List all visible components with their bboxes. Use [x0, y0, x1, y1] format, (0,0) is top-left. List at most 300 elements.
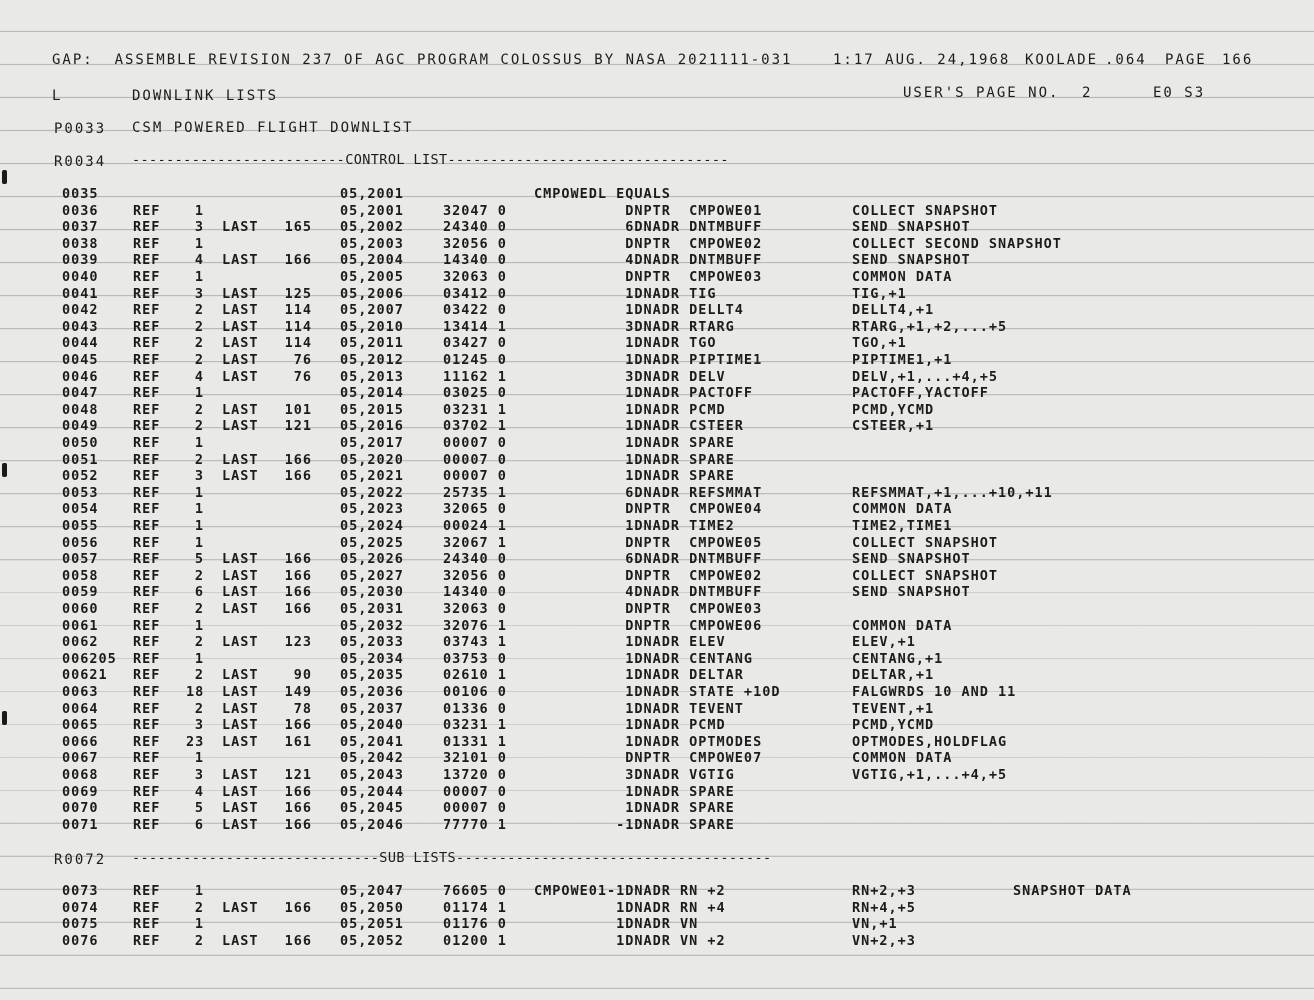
- cell-instr: 1DNADR CENTANG: [534, 650, 754, 667]
- cell-cnt: 1: [194, 883, 204, 899]
- cell-page: 149: [284, 684, 312, 700]
- cell-cnt: 2: [194, 634, 204, 651]
- cell-cmt: CSTEER,+1: [852, 418, 935, 435]
- cell-instr: 1DNADR PCMD: [534, 717, 726, 734]
- cell-line: 0046: [62, 368, 99, 385]
- cell-ref: REF: [133, 899, 161, 916]
- cell-page: 166: [284, 468, 312, 485]
- cell-cmt: RTARG,+1,+2,...+5: [852, 318, 1008, 335]
- cell-addr: 05,2012: [340, 352, 404, 368]
- cell-line: 0076: [62, 932, 99, 949]
- cell-cmt: SEND SNAPSHOT: [852, 584, 971, 601]
- cell-page: 76: [293, 368, 312, 385]
- cell-last: LAST: [222, 717, 259, 734]
- cell-addr: 05,2011: [340, 335, 404, 352]
- cell-addr: 05,2045: [340, 800, 404, 817]
- cell-cnt: 3: [194, 767, 204, 783]
- cell-instr: 1DNADR DELTAR: [534, 667, 744, 684]
- cell-ref: REF: [133, 883, 161, 899]
- cell-cmt: CENTANG,+1: [852, 650, 944, 667]
- cell-addr: 05,2033: [340, 634, 404, 651]
- cell-cmt: TIG,+1: [852, 285, 907, 302]
- cell-cnt: 2: [194, 567, 204, 584]
- cell-line: 0074: [62, 899, 99, 916]
- listing-row: [0, 501, 1314, 518]
- cell-ref: REF: [133, 733, 161, 750]
- cell-ref: REF: [133, 335, 161, 352]
- cell-instr: 1DNADR PCMD: [534, 401, 726, 418]
- cell-cnt: 2: [194, 667, 204, 684]
- cell-line: 0070: [62, 800, 99, 817]
- cell-last: LAST: [222, 285, 259, 302]
- control-list-line-number: R0034: [54, 154, 107, 170]
- cell-word: 03231 1: [443, 401, 507, 418]
- cell-ref: REF: [133, 767, 161, 783]
- cell-addr: 05,2005: [340, 269, 404, 285]
- cell-line: 0059: [62, 584, 99, 601]
- header-page-number: 166: [1222, 52, 1254, 68]
- cell-instr: DNPTR CMPOWE05: [534, 534, 763, 551]
- title-line-number: P0033: [54, 121, 107, 137]
- cell-addr: 05,2004: [340, 252, 404, 269]
- cell-line: 0042: [62, 302, 99, 319]
- cell-ref: REF: [133, 584, 161, 601]
- cell-line: 0051: [62, 451, 99, 468]
- cell-word: 24340 0: [443, 219, 507, 236]
- cell-cnt: 5: [194, 551, 204, 568]
- cell-instr: 1DNADR SPARE: [534, 435, 735, 451]
- cell-ref: REF: [133, 518, 161, 534]
- cell-instr: DNPTR CMPOWE06: [534, 617, 763, 634]
- section-title: DOWNLINK LISTS: [132, 88, 279, 104]
- cell-word: 03422 0: [443, 302, 507, 319]
- cell-cnt: 18: [186, 684, 205, 700]
- cell-line: 0040: [62, 269, 99, 285]
- cell-word: 13720 0: [443, 767, 507, 783]
- cell-line: 0049: [62, 418, 99, 435]
- cell-cnt: 2: [194, 318, 204, 335]
- cell-instr: 1DNADR STATE +10D: [534, 684, 781, 700]
- listing-row: [0, 352, 1314, 369]
- cell-word: 03412 0: [443, 285, 507, 302]
- cell-cnt: 4: [194, 783, 204, 800]
- cell-cmt: PACTOFF,YACTOFF: [852, 385, 989, 402]
- cell-cnt: 2: [194, 302, 204, 319]
- cell-last: LAST: [222, 318, 259, 335]
- cell-instr: 1DNADR RN +4: [534, 899, 726, 916]
- cell-addr: 05,2031: [340, 601, 404, 617]
- listing-row: [0, 219, 1314, 236]
- cell-instr: CMPOWE01-1DNADR RN +2: [534, 883, 726, 899]
- cell-ref: REF: [133, 567, 161, 584]
- cell-instr: 6DNADR DNTMBUFF: [534, 219, 763, 236]
- cell-ref: REF: [133, 401, 161, 418]
- cell-last: LAST: [222, 667, 259, 684]
- cell-page: 166: [284, 567, 312, 584]
- cell-word: 24340 0: [443, 551, 507, 568]
- cell-cmt: COLLECT SNAPSHOT: [852, 567, 999, 584]
- listing-row: [0, 236, 1314, 253]
- cell-page: 121: [284, 767, 312, 783]
- cell-ref: REF: [133, 235, 161, 252]
- listing-row: [0, 900, 1314, 917]
- cell-word: 11162 1: [443, 368, 507, 385]
- listing-row: [0, 568, 1314, 585]
- cell-cnt: 1: [194, 501, 204, 518]
- cell-last: LAST: [222, 800, 259, 817]
- cell-cmt: COLLECT SECOND SNAPSHOT: [852, 235, 1062, 252]
- cell-line: 0044: [62, 335, 99, 352]
- cell-ref: REF: [133, 650, 161, 667]
- cell-instr: 3DNADR VGTIG: [534, 767, 735, 783]
- cell-word: 01176 0: [443, 916, 507, 933]
- cell-addr: 05,2017: [340, 435, 404, 451]
- cell-ref: REF: [133, 202, 161, 219]
- cell-word: 32067 1: [443, 534, 507, 551]
- cell-page: 166: [284, 783, 312, 800]
- cell-addr: 05,2006: [340, 285, 404, 302]
- cell-addr: 05,2002: [340, 219, 404, 236]
- cell-last: LAST: [222, 551, 259, 568]
- cell-page: 114: [284, 335, 312, 352]
- cell-last: LAST: [222, 932, 259, 949]
- cell-line: 0065: [62, 717, 99, 734]
- cell-addr: 05,2040: [340, 717, 404, 734]
- cell-ref: REF: [133, 385, 161, 402]
- listing-row: [0, 767, 1314, 784]
- cell-word: 03025 0: [443, 385, 507, 402]
- cell-ref: REF: [133, 352, 161, 368]
- cell-addr: 05,2020: [340, 451, 404, 468]
- cell-instr: 1DNADR TIG: [534, 285, 717, 302]
- cell-word: 01336 0: [443, 700, 507, 717]
- cell-cnt: 4: [194, 368, 204, 385]
- cell-addr: 05,2013: [340, 368, 404, 385]
- cell-word: 77770 1: [443, 816, 507, 833]
- cell-ref: REF: [133, 418, 161, 435]
- cell-instr: 1DNADR ELEV: [534, 634, 726, 651]
- cell-cnt: 2: [194, 352, 204, 368]
- cell-cnt: 3: [194, 468, 204, 485]
- cell-cnt: 1: [194, 518, 204, 534]
- cell-ref: REF: [133, 534, 161, 551]
- cell-word: 03427 0: [443, 335, 507, 352]
- cell-cnt: 1: [194, 617, 204, 634]
- header-page-label: PAGE: [1165, 52, 1207, 68]
- cell-word: 25735 1: [443, 484, 507, 501]
- cell-cnt: 4: [194, 252, 204, 269]
- cell-instr: 4DNADR DNTMBUFF: [534, 584, 763, 601]
- listing-row: [0, 701, 1314, 718]
- cell-cnt: 3: [194, 717, 204, 734]
- cell-instr: 1DNADR TGO: [534, 335, 717, 352]
- cell-cmt2: SNAPSHOT DATA: [1013, 883, 1132, 899]
- header-version: .064: [1105, 52, 1147, 68]
- cell-word: 02610 1: [443, 667, 507, 684]
- cell-addr: 05,2032: [340, 617, 404, 634]
- cell-last: LAST: [222, 700, 259, 717]
- cell-cnt: 1: [194, 484, 204, 501]
- cell-ref: REF: [133, 435, 161, 451]
- listing-row: [0, 667, 1314, 684]
- cell-page: 166: [284, 584, 312, 601]
- cell-cmt: VN,+1: [852, 916, 898, 933]
- cell-addr: 05,2023: [340, 501, 404, 518]
- cell-word: 14340 0: [443, 584, 507, 601]
- cell-cnt: 3: [194, 285, 204, 302]
- listing-row: [0, 402, 1314, 419]
- cell-page: 165: [284, 219, 312, 236]
- cell-last: LAST: [222, 783, 259, 800]
- cell-ref: REF: [133, 368, 161, 385]
- listing-row: [0, 933, 1314, 950]
- cell-ref: REF: [133, 916, 161, 933]
- cell-addr: 05,2030: [340, 584, 404, 601]
- cell-page: 161: [284, 733, 312, 750]
- cell-line: 0053: [62, 484, 99, 501]
- cell-cmt: COLLECT SNAPSHOT: [852, 202, 999, 219]
- listing-row: [0, 717, 1314, 734]
- cell-page: 121: [284, 418, 312, 435]
- cell-addr: 05,2001: [340, 186, 404, 202]
- cell-line: 0050: [62, 435, 99, 451]
- cell-instr: 3DNADR RTARG: [534, 318, 735, 335]
- margin-punch-mark: [2, 170, 7, 184]
- cell-ref: REF: [133, 700, 161, 717]
- cell-instr: 6DNADR REFSMMAT: [534, 484, 763, 501]
- cell-word: 32063 0: [443, 269, 507, 285]
- cell-word: 32056 0: [443, 235, 507, 252]
- listing-row: [0, 601, 1314, 618]
- cell-line: 0062: [62, 634, 99, 651]
- cell-line: 0041: [62, 285, 99, 302]
- cell-instr: DNPTR CMPOWE07: [534, 750, 763, 767]
- cell-addr: 05,2001: [340, 202, 404, 219]
- cell-instr: 1DNADR SPARE: [534, 468, 735, 485]
- cell-word: 01174 1: [443, 899, 507, 916]
- cell-ref: REF: [133, 484, 161, 501]
- cell-cmt: COMMON DATA: [852, 617, 953, 634]
- header-time-date: 1:17 AUG. 24,1968: [833, 52, 1011, 68]
- cell-line: 0060: [62, 601, 99, 617]
- cell-last: LAST: [222, 451, 259, 468]
- cell-instr: 1DNADR SPARE: [534, 800, 735, 817]
- cell-page: 166: [284, 451, 312, 468]
- cell-instr: 1DNADR VN: [534, 916, 699, 933]
- header-left: GAP: ASSEMBLE REVISION 237 OF AGC PROGRAM COLOSSUS BY NASA 2021111-031: [52, 52, 793, 68]
- cell-last: LAST: [222, 567, 259, 584]
- listing-row: [0, 651, 1314, 668]
- sub-lists-separator: -----------------------------SUB LISTS-------------------------------------: [132, 850, 772, 866]
- cell-last: LAST: [222, 252, 259, 269]
- cell-cmt: COMMON DATA: [852, 269, 953, 285]
- listing-row: [0, 435, 1314, 452]
- cell-line: 0064: [62, 700, 99, 717]
- cell-line: 0036: [62, 202, 99, 219]
- cell-addr: 05,2014: [340, 385, 404, 402]
- cell-instr: 1DNADR DELLT4: [534, 302, 744, 319]
- cell-instr: 4DNADR DNTMBUFF: [534, 252, 763, 269]
- cell-addr: 05,2051: [340, 916, 404, 933]
- cell-instr: CMPOWEDL EQUALS: [534, 186, 671, 202]
- listing-row: [0, 684, 1314, 701]
- cell-addr: 05,2041: [340, 733, 404, 750]
- cell-addr: 05,2025: [340, 534, 404, 551]
- cell-cnt: 1: [194, 269, 204, 285]
- cell-ref: REF: [133, 219, 161, 236]
- cell-instr: -1DNADR SPARE: [534, 816, 735, 833]
- cell-cnt: 1: [194, 916, 204, 933]
- cell-line: 0038: [62, 235, 99, 252]
- cell-line: 0073: [62, 883, 99, 899]
- cell-addr: 05,2007: [340, 302, 404, 319]
- cell-word: 00007 0: [443, 783, 507, 800]
- listing-row: [0, 817, 1314, 834]
- cell-cmt: FALGWRDS 10 AND 11: [852, 684, 1017, 700]
- listing-row: [0, 551, 1314, 568]
- cell-line: 006205: [62, 650, 117, 667]
- cell-ref: REF: [133, 800, 161, 817]
- cell-line: 00621: [62, 667, 108, 684]
- cell-page: 166: [284, 252, 312, 269]
- cell-last: LAST: [222, 733, 259, 750]
- cell-cnt: 1: [194, 534, 204, 551]
- cell-addr: 05,2036: [340, 684, 404, 700]
- cell-ref: REF: [133, 318, 161, 335]
- cell-cmt: VN+2,+3: [852, 932, 916, 949]
- cell-addr: 05,2010: [340, 318, 404, 335]
- cell-line: 0039: [62, 252, 99, 269]
- cell-addr: 05,2042: [340, 750, 404, 767]
- cell-last: LAST: [222, 899, 259, 916]
- cell-cmt: COLLECT SNAPSHOT: [852, 534, 999, 551]
- cell-cnt: 6: [194, 816, 204, 833]
- cell-page: 78: [293, 700, 312, 717]
- section-code: E0 S3: [1153, 85, 1206, 101]
- cell-word: 00007 0: [443, 435, 507, 451]
- cell-cnt: 6: [194, 584, 204, 601]
- cell-word: 03743 1: [443, 634, 507, 651]
- cell-page: 101: [284, 401, 312, 418]
- cell-cnt: 23: [186, 733, 205, 750]
- cell-cmt: VGTIG,+1,...+4,+5: [852, 767, 1008, 783]
- cell-page: 166: [284, 932, 312, 949]
- cell-cmt: TIME2,TIME1: [852, 518, 953, 534]
- cell-addr: 05,2022: [340, 484, 404, 501]
- listing-row: [0, 286, 1314, 303]
- cell-cnt: 2: [194, 899, 204, 916]
- cell-addr: 05,2052: [340, 932, 404, 949]
- cell-cnt: 1: [194, 435, 204, 451]
- cell-instr: 1DNADR SPARE: [534, 783, 735, 800]
- cell-page: 166: [284, 717, 312, 734]
- cell-word: 00007 0: [443, 468, 507, 485]
- listing-row: [0, 452, 1314, 469]
- cell-ref: REF: [133, 634, 161, 651]
- cell-cmt: DELLT4,+1: [852, 302, 935, 319]
- listing-row: [0, 618, 1314, 635]
- listing-row: [0, 485, 1314, 502]
- cell-cmt: ELEV,+1: [852, 634, 916, 651]
- cell-instr: DNPTR CMPOWE03: [534, 269, 763, 285]
- cell-instr: DNPTR CMPOWE01: [534, 202, 763, 219]
- cell-ref: REF: [133, 750, 161, 767]
- cell-ref: REF: [133, 932, 161, 949]
- cell-word: 76605 0: [443, 883, 507, 899]
- cell-line: 0056: [62, 534, 99, 551]
- listing-row: [0, 319, 1314, 336]
- cell-page: 166: [284, 551, 312, 568]
- cell-last: LAST: [222, 601, 259, 617]
- cell-last: LAST: [222, 816, 259, 833]
- cell-word: 32047 0: [443, 202, 507, 219]
- cell-cnt: 1: [194, 235, 204, 252]
- cell-addr: 05,2015: [340, 401, 404, 418]
- listing-row: [0, 784, 1314, 801]
- cell-cnt: 1: [194, 202, 204, 219]
- cell-page: 166: [284, 601, 312, 617]
- cell-cnt: 2: [194, 932, 204, 949]
- cell-last: LAST: [222, 468, 259, 485]
- cell-line: 0043: [62, 318, 99, 335]
- cell-page: 114: [284, 302, 312, 319]
- cell-ref: REF: [133, 551, 161, 568]
- cell-word: 00007 0: [443, 451, 507, 468]
- cell-cmt: SEND SNAPSHOT: [852, 219, 971, 236]
- cell-page: 125: [284, 285, 312, 302]
- cell-addr: 05,2037: [340, 700, 404, 717]
- cell-word: 00024 1: [443, 518, 507, 534]
- cell-cnt: 5: [194, 800, 204, 817]
- cell-last: LAST: [222, 352, 259, 368]
- cell-addr: 05,2047: [340, 883, 404, 899]
- cell-instr: 1DNADR PIPTIME1: [534, 352, 763, 368]
- cell-instr: 1DNADR CSTEER: [534, 418, 744, 435]
- cell-instr: 3DNADR DELV: [534, 368, 726, 385]
- cell-line: 0061: [62, 617, 99, 634]
- cell-last: LAST: [222, 219, 259, 236]
- sub-lists-line-number: R0072: [54, 852, 107, 868]
- cell-last: LAST: [222, 767, 259, 783]
- cell-instr: 1DNADR TIME2: [534, 518, 735, 534]
- cell-word: 32063 0: [443, 601, 507, 617]
- cell-cnt: 1: [194, 750, 204, 767]
- cell-cmt: PCMD,YCMD: [852, 717, 935, 734]
- listing-row: [0, 302, 1314, 319]
- listing-row: [0, 800, 1314, 817]
- cell-addr: 05,2050: [340, 899, 404, 916]
- cell-addr: 05,2044: [340, 783, 404, 800]
- cell-line: 0068: [62, 767, 99, 783]
- cell-cnt: 2: [194, 335, 204, 352]
- listing-row: [0, 203, 1314, 220]
- cell-cmt: SEND SNAPSHOT: [852, 551, 971, 568]
- cell-ref: REF: [133, 451, 161, 468]
- control-list-separator: -------------------------CONTROL LIST---------------------------------: [132, 152, 729, 168]
- cell-line: 0048: [62, 401, 99, 418]
- listing-title: CSM POWERED FLIGHT DOWNLIST: [132, 120, 414, 136]
- cell-page: 166: [284, 816, 312, 833]
- cell-instr: 6DNADR DNTMBUFF: [534, 551, 763, 568]
- cell-line: 0058: [62, 567, 99, 584]
- cell-ref: REF: [133, 501, 161, 518]
- users-page-number: 2: [1082, 85, 1093, 101]
- cell-ref: REF: [133, 269, 161, 285]
- cell-word: 32076 1: [443, 617, 507, 634]
- cell-instr: DNPTR CMPOWE04: [534, 501, 763, 518]
- listing-row: [0, 518, 1314, 535]
- cell-line: 0052: [62, 468, 99, 485]
